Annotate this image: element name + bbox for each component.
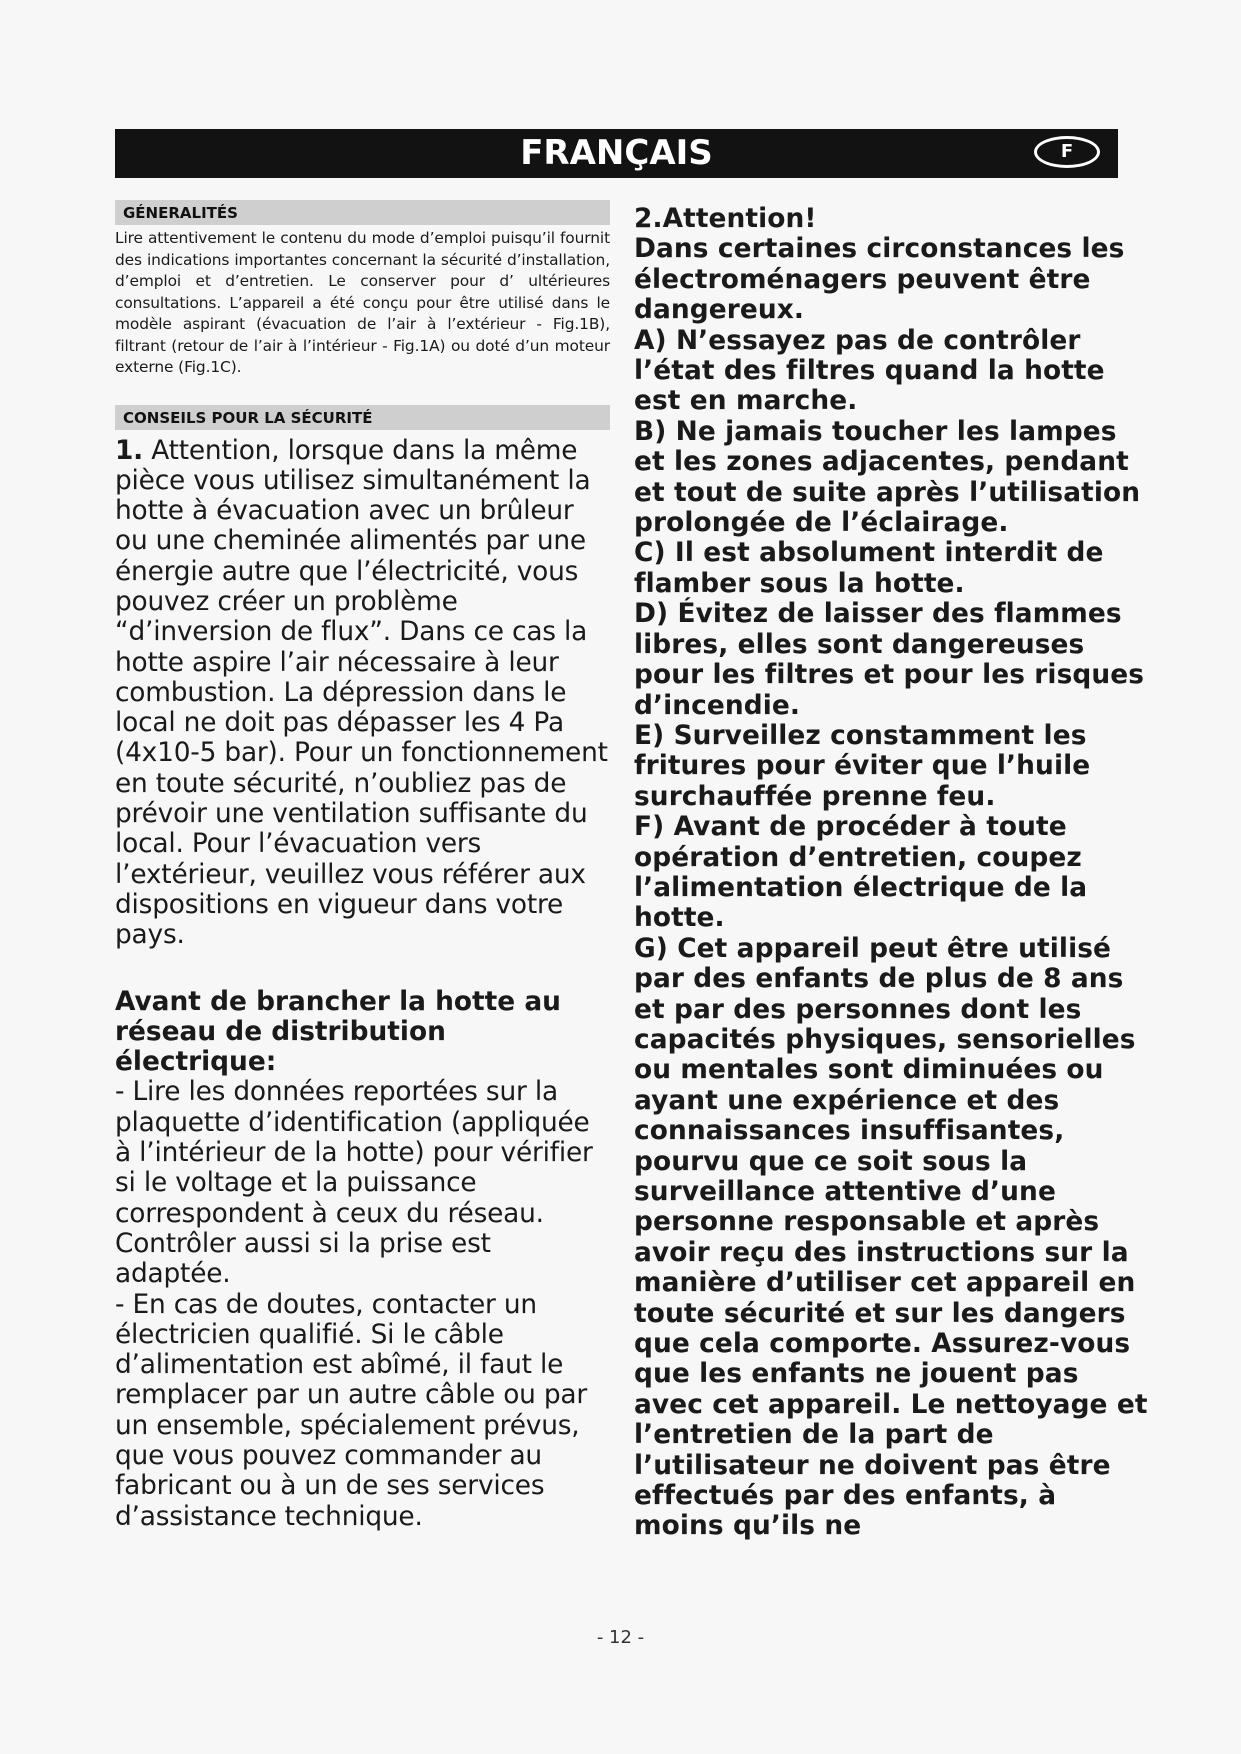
safety-item-1 (115, 436, 610, 951)
attention-title: 2.Attention! (634, 203, 817, 234)
section-heading-safety: CONSEILS POUR LA SÉCURITÉ (115, 405, 610, 430)
connection-item-2: - En cas de doutes, contacter un électricien qualifié. Si le câble d’alimentation est abîmé, il faut le remplacer par un autre câble ou par un ensemble, spécialement prévus, que vous pouvez commander au fabricant ou à un de ses services d’assistance technique. (115, 1288, 588, 1532)
language-badge: F (1034, 136, 1100, 168)
connection-item-1: - Lire les données reportées sur la plaquette d’identification (appliquée à l’intérieur de la hotte) pour vérifier si le voltage et la puissance correspondent à ceux du réseau. Contrôler aussi si la prise est adaptée. (115, 1076, 593, 1290)
warning-item-b: B) Ne jamais toucher les lampes et les zones adjacentes, pendant et tout de suite après l’utilisation prolongée de l’éclairage. (634, 415, 1141, 539)
general-paragraph: Lire attentivement le contenu du mode d’emploi puisqu’il fournit des indications importantes concernant la sécurité d’installation, d’emploi et d’entretien. Le conserver pour d’ ultérieures consultations. L’appareil a été conçu pour être utilisé dans le modèle aspirant (évacuation de l’air à l’extérieur - Fig.1B), filtrant (retour de l’air à l’intérieur - Fig.1A) ou doté d’un moteur externe (Fig.1C). (115, 229, 610, 376)
attention-intro: Dans certaines circonstances les électroménagers peuvent être dangereux. (634, 233, 1125, 326)
warning-item-d: D) Évitez de laisser des flammes libres, elles sont dangereuses pour les filtres et pour les risques d’incendie. (634, 598, 1145, 721)
safety-item-1-text: Attention, lorsque dans la même pièce vous utilisez simultanément la hotte à évacuation avec un brûleur ou une cheminée alimentés par une énergie autre que l’électricité, vous pouvez créer un problème “d’inversion de flux”. Dans ce cas la hotte aspire l’air nécessaire à leur combustion. La dépression dans le local ne doit pas dépasser les 4 Pa (4x10-5 bar). Pour un fonctionnement en toute sécurité, n’oubliez pas de prévoir une ventilation suffisante du local. Pour l’évacuation vers l’extérieur, veuillez vous référer aux dispositions en vigueur dans votre pays. (115, 434, 608, 951)
warning-item-g: G) Cet appareil peut être utilisé par des enfants de plus de 8 ans et par des personnes dont les capacités physiques, sensorielles ou mentales sont diminuées ou ayant une expérience et des connaissances insuffisantes, pourvu que ce soit sous la surveillance attentive d’une personne responsable et après avoir reçu des instructions sur la manière d’utiliser cet appareil en toute sécurité et sur les dangers que cela comporte. Assurez-vous que les enfants ne jouent pas avec cet appareil. Le nettoyage et l’entretien de la part de l’utilisateur ne doivent pas être effectués par des enfants, à moins qu’ils ne (634, 932, 1148, 1542)
page-number: - 12 - (596, 1627, 645, 1648)
left-column (115, 200, 610, 1532)
warning-item-a: A) N’essayez pas de contrôler l’état des filtres quand la hotte est en marche. (634, 324, 1105, 417)
page-title: FRANÇAIS (520, 133, 713, 173)
right-column (634, 204, 1154, 1542)
warning-item-c: C) Il est absolument interdit de flamber sous la hotte. (634, 537, 1104, 599)
section-heading-general: GÉNERALITÉS (115, 200, 610, 225)
connection-heading: Avant de brancher la hotte au réseau de distribution électrique: (115, 985, 561, 1078)
warning-item-f: F) Avant de procéder à toute opération d’entretien, coupez l’alimentation électrique de la hotte. (634, 811, 1088, 934)
language-header-bar (115, 129, 1118, 178)
safety-item-1-number: 1. (115, 434, 143, 466)
warning-item-e: E) Surveillez constamment les fritures pour éviter que l’huile surchauffée prenne feu. (634, 719, 1091, 812)
